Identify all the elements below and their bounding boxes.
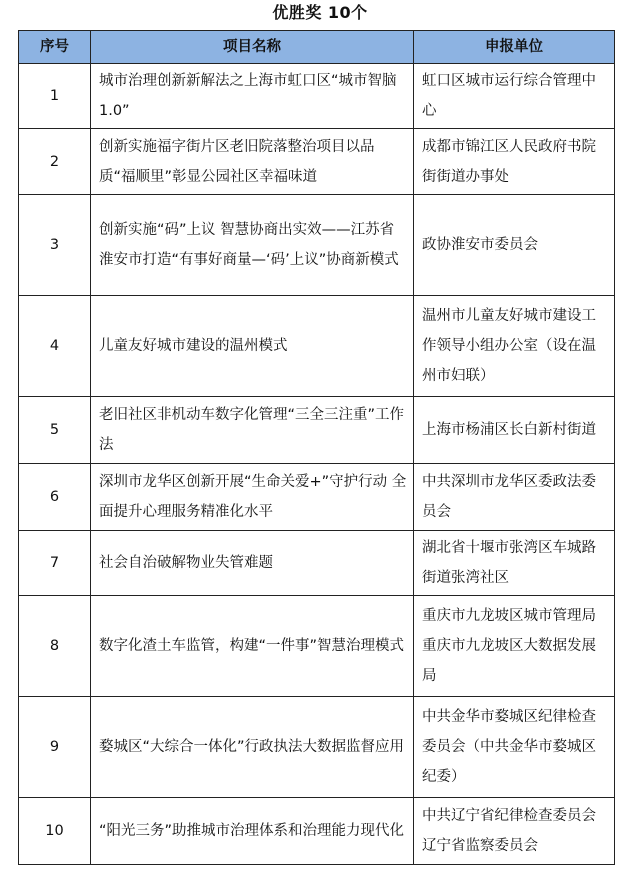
row-project-name: 老旧社区非机动车数字化管理“三全三注重”工作法 bbox=[91, 397, 414, 464]
row-project-name: 城市治理创新新解法之上海市虹口区“城市智脑 1.0” bbox=[91, 64, 414, 129]
row-applicant-unit: 中共深圳市龙华区委政法委员会 bbox=[414, 464, 615, 531]
row-project-name: 儿童友好城市建设的温州模式 bbox=[91, 296, 414, 397]
row-serial-number: 4 bbox=[19, 296, 91, 397]
row-serial-number: 8 bbox=[19, 596, 91, 697]
row-applicant-unit: 成都市锦江区人民政府书院街街道办事处 bbox=[414, 129, 615, 195]
table-header bbox=[19, 31, 615, 64]
header-serial-number: 序号 bbox=[19, 31, 91, 64]
row-serial-number: 6 bbox=[19, 464, 91, 531]
row-applicant-unit: 重庆市九龙坡区城市管理局 重庆市九龙坡区大数据发展局 bbox=[414, 596, 615, 697]
row-project-name: 深圳市龙华区创新开展“生命关爱+”守护行动 全面提升心理服务精准化水平 bbox=[91, 464, 414, 531]
row-serial-number: 10 bbox=[19, 798, 91, 865]
table-row bbox=[19, 531, 615, 596]
row-applicant-unit: 中共辽宁省纪律检查委员会 辽宁省监察委员会 bbox=[414, 798, 615, 865]
row-applicant-unit: 湖北省十堰市张湾区车城路街道张湾社区 bbox=[414, 531, 615, 596]
table-row bbox=[19, 397, 615, 464]
row-serial-number: 5 bbox=[19, 397, 91, 464]
table-row bbox=[19, 596, 615, 697]
row-serial-number: 9 bbox=[19, 697, 91, 798]
table-body bbox=[19, 64, 615, 865]
table-row bbox=[19, 296, 615, 397]
row-applicant-unit: 中共金华市婺城区纪律检查委员会（中共金华市婺城区纪委） bbox=[414, 697, 615, 798]
row-project-name: 创新实施“码”上议 智慧协商出实效——江苏省淮安市打造“有事好商量—‘码’上议”协商新模式 bbox=[91, 195, 414, 296]
table-row bbox=[19, 464, 615, 531]
row-applicant-unit: 政协淮安市委员会 bbox=[414, 195, 615, 296]
row-project-name: 社会自治破解物业失管难题 bbox=[91, 531, 414, 596]
table-row bbox=[19, 697, 615, 798]
table-row bbox=[19, 195, 615, 296]
page-title: 优胜奖 10个 bbox=[272, 3, 368, 22]
table-row bbox=[19, 64, 615, 129]
header-applicant-unit: 申报单位 bbox=[414, 31, 615, 64]
row-applicant-unit: 温州市儿童友好城市建设工作领导小组办公室（设在温州市妇联） bbox=[414, 296, 615, 397]
row-project-name: 创新实施福字街片区老旧院落整治项目以品质“福顺里”彰显公园社区幸福味道 bbox=[91, 129, 414, 195]
header-row bbox=[19, 31, 615, 64]
row-project-name: “阳光三务”助推城市治理体系和治理能力现代化 bbox=[91, 798, 414, 865]
row-project-name: 婺城区“大综合一体化”行政执法大数据监督应用 bbox=[91, 697, 414, 798]
row-applicant-unit: 上海市杨浦区长白新村街道 bbox=[414, 397, 615, 464]
awards-table bbox=[18, 30, 615, 865]
row-serial-number: 3 bbox=[19, 195, 91, 296]
row-serial-number: 1 bbox=[19, 64, 91, 129]
header-project-name: 项目名称 bbox=[91, 31, 414, 64]
row-serial-number: 7 bbox=[19, 531, 91, 596]
table-row bbox=[19, 798, 615, 865]
row-project-name: 数字化渣土车监管，构建“一件事”智慧治理模式 bbox=[91, 596, 414, 697]
row-serial-number: 2 bbox=[19, 129, 91, 195]
row-applicant-unit: 虹口区城市运行综合管理中心 bbox=[414, 64, 615, 129]
table-row bbox=[19, 129, 615, 195]
